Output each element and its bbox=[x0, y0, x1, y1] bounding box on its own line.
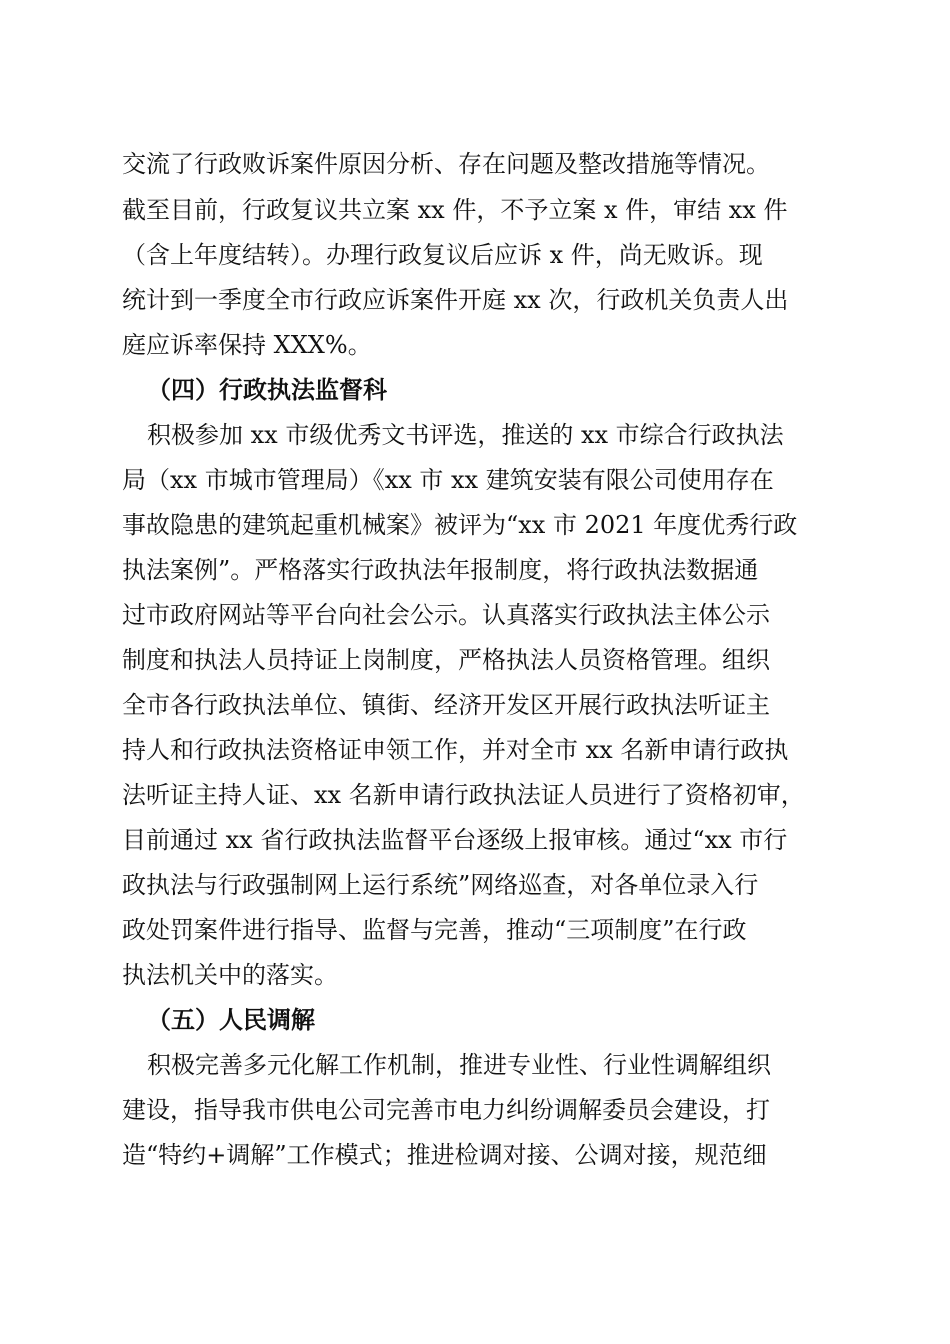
section-heading-5: （五）人民调解 bbox=[147, 1005, 315, 1034]
body-text-line: 目前通过 xx 省行政执法监督平台逐级上报审核。通过“xx 市行 bbox=[122, 826, 788, 854]
body-text-line: 持人和行政执法资格证申领工作，并对全市 xx 名新申请行政执 bbox=[122, 736, 789, 764]
body-text-line: 庭应诉率保持 XXX%。 bbox=[122, 331, 372, 359]
body-text-line: 造“特约+调解”工作模式；推进检调对接、公调对接，规范细 bbox=[122, 1141, 767, 1169]
body-text-line: 法听证主持人证、xx 名新申请行政执法证人员进行了资格初审， bbox=[122, 781, 805, 809]
section-heading-4: （四）行政执法监督科 bbox=[147, 375, 387, 404]
body-text-line: 执法机关中的落实。 bbox=[122, 961, 338, 989]
body-text-line: 过市政府网站等平台向社会公示。认真落实行政执法主体公示 bbox=[122, 601, 770, 629]
body-text-line: 政处罚案件进行指导、监督与完善，推动“三项制度”在行政 bbox=[122, 916, 747, 944]
body-text-line: 局（xx 市城市管理局）《xx 市 xx 建筑安装有限公司使用存在 bbox=[122, 466, 774, 494]
body-text-line: 截至目前，行政复议共立案 xx 件，不予立案 x 件，审结 xx 件 bbox=[122, 196, 788, 224]
body-text-line: 统计到一季度全市行政应诉案件开庭 xx 次，行政机关负责人出 bbox=[122, 286, 789, 314]
body-text-line: （含上年度结转）。办理行政复议后应诉 x 件，尚无败诉。现 bbox=[122, 241, 763, 269]
paragraph-first-line: 积极完善多元化解工作机制，推进专业性、行业性调解组织 bbox=[147, 1051, 771, 1079]
body-text-line: 全市各行政执法单位、镇街、经济开发区开展行政执法听证主 bbox=[122, 691, 770, 719]
body-text-line: 交流了行政败诉案件原因分析、存在问题及整改措施等情况。 bbox=[122, 150, 770, 178]
body-text-line: 执法案例”。严格落实行政执法年报制度，将行政执法数据通 bbox=[122, 556, 759, 584]
body-text-line: 建设，指导我市供电公司完善市电力纠纷调解委员会建设，打 bbox=[122, 1096, 770, 1124]
body-text-line: 事故隐患的建筑起重机械案》被评为“xx 市 2021 年度优秀行政 bbox=[122, 511, 798, 539]
body-text-line: 政执法与行政强制网上运行系统”网络巡查，对各单位录入行 bbox=[122, 871, 759, 899]
paragraph-first-line: 积极参加 xx 市级优秀文书评选，推送的 xx 市综合行政执法 bbox=[147, 421, 784, 449]
body-text-line: 制度和执法人员持证上岗制度，严格执法人员资格管理。组织 bbox=[122, 646, 770, 674]
